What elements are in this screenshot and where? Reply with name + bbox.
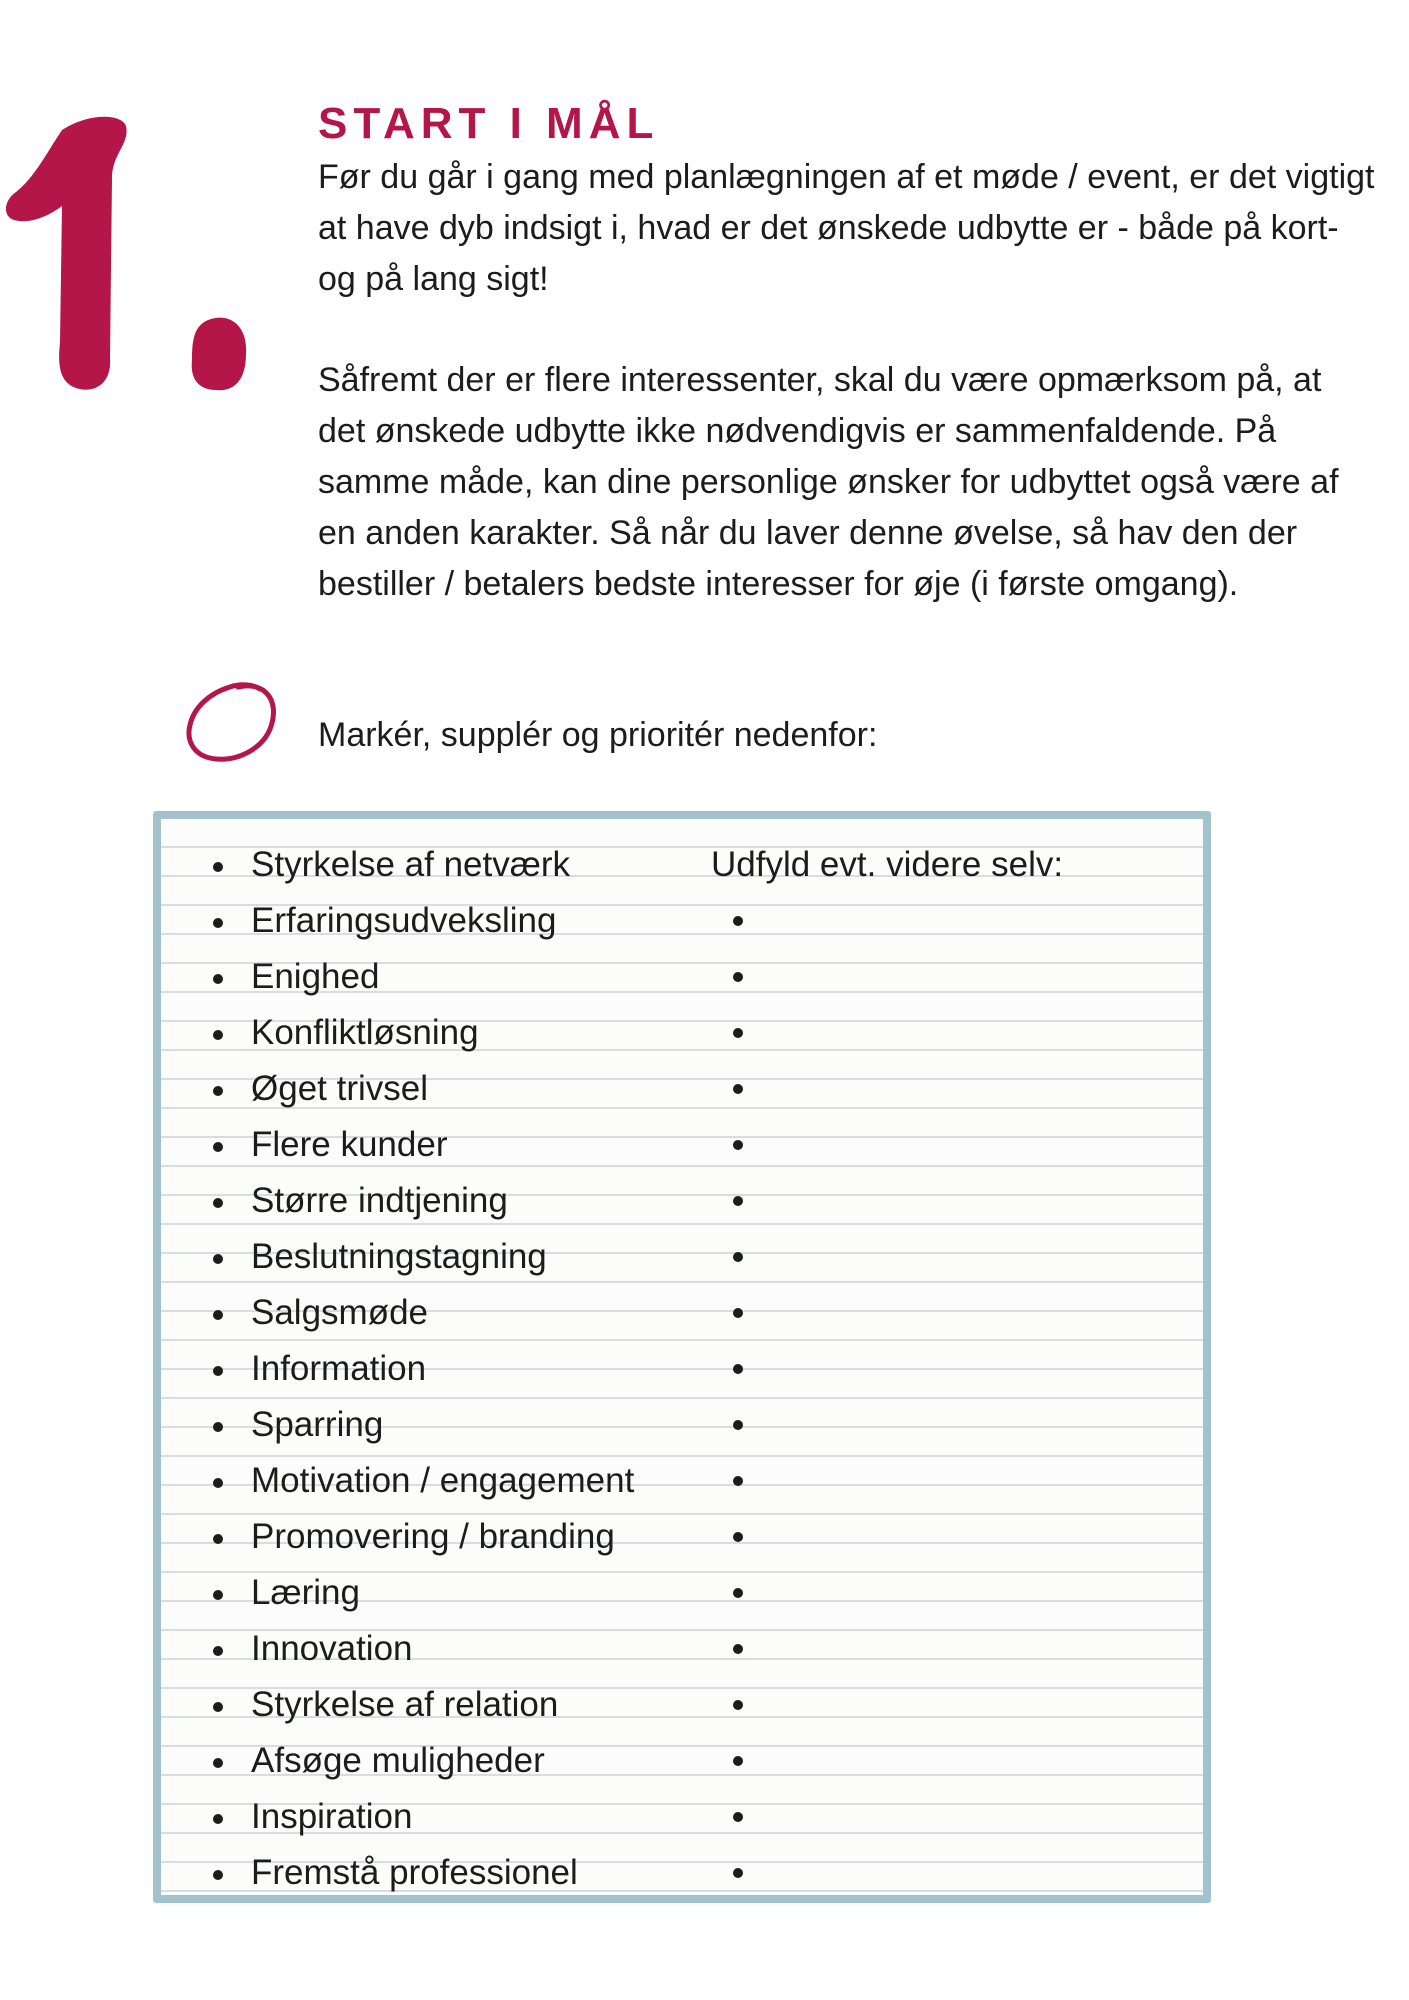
checklist-item[interactable] [213,1061,634,1117]
bullet-icon [733,972,743,982]
checklist-item[interactable] [213,1117,634,1173]
fill-in-row[interactable] [711,1733,1191,1789]
bullet-icon [733,1644,743,1654]
fill-in-row[interactable] [711,1229,1191,1285]
bullet-icon [733,916,743,926]
fill-in-row[interactable] [711,1453,1191,1509]
checklist-item[interactable] [213,1397,634,1453]
checklist-notebook [153,811,1211,1903]
checklist-item[interactable] [213,1789,634,1845]
bullet-icon [213,1254,223,1264]
bullet-icon [733,1140,743,1150]
checklist-item[interactable] [213,1285,634,1341]
bullet-icon [213,1366,223,1376]
checklist-item[interactable] [213,837,634,893]
bullet-icon [733,1532,743,1542]
fill-in-row[interactable] [711,1845,1191,1901]
intro-paragraph: Før du går i gang med planlægningen af et møde / event, er det vigtigt at have dyb indsigt i, hvad er det ønskede udbytte er - både på kort- og på lang sigt! [318,158,1375,298]
step-number-1 [0,108,260,398]
checklist-item[interactable] [213,1733,634,1789]
checklist-item-label: Promovering / branding [251,1517,615,1556]
checklist-item-label: Styrkelse af relation [251,1685,559,1724]
bullet-icon [213,1198,223,1208]
fill-in-heading: Udfyld evt. videre selv: [711,845,1064,884]
bullet-icon [733,1756,743,1766]
bullet-icon [213,974,223,984]
checklist-item-label: Erfaringsudveksling [251,901,557,940]
bullet-icon [213,1702,223,1712]
fill-in-row[interactable] [711,949,1191,1005]
fill-in-row[interactable] [711,1789,1191,1845]
bullet-icon [733,1364,743,1374]
checklist-item-label: Flere kunder [251,1125,448,1164]
bullet-icon [213,862,223,872]
checklist-item-label: Enighed [251,957,380,996]
checklist-item[interactable] [213,1341,634,1397]
bullet-icon [733,1420,743,1430]
checklist-item-label: Fremstå professionel [251,1853,578,1892]
checklist-item[interactable] [213,1173,634,1229]
bullet-icon [213,1086,223,1096]
bullet-icon [733,1868,743,1878]
bullet-icon [733,1588,743,1598]
fill-in-row[interactable] [711,1565,1191,1621]
bullet-icon [213,1030,223,1040]
bullet-icon [213,1646,223,1656]
checklist-item-label: Afsøge muligheder [251,1741,545,1780]
fill-in-column [711,837,1191,1901]
fill-in-row[interactable] [711,1285,1191,1341]
fill-in-row[interactable] [711,1173,1191,1229]
checklist-item[interactable] [213,1005,634,1061]
fill-in-row[interactable] [711,1509,1191,1565]
checklist-item[interactable] [213,949,634,1005]
fill-in-row[interactable] [711,1117,1191,1173]
bullet-icon [213,1590,223,1600]
section-title: START I MÅL [318,99,660,148]
bullet-icon [213,1870,223,1880]
bullet-icon [213,1310,223,1320]
bullet-icon [213,1478,223,1488]
fill-in-row[interactable] [711,1341,1191,1397]
checklist-item-label: Motivation / engagement [251,1461,635,1500]
instruction-text: Markér, supplér og prioritér nedenfor: [318,716,878,754]
checklist-item[interactable] [213,1677,634,1733]
checklist-item-label: Sparring [251,1405,384,1444]
checklist-item[interactable] [213,1229,634,1285]
checklist-item-label: Beslutningstagning [251,1237,547,1276]
checklist-item[interactable] [213,893,634,949]
bullet-icon [213,1534,223,1544]
checklist-item-label: Innovation [251,1629,413,1668]
fill-in-row[interactable] [711,1677,1191,1733]
bullet-icon [733,1812,743,1822]
checklist-item-label: Øget trivsel [251,1069,428,1108]
checklist-item-label: Læring [251,1573,360,1612]
checklist-item-label: Konfliktløsning [251,1013,479,1052]
fill-in-blanks [711,893,1191,1901]
checklist-item-label: Information [251,1349,427,1388]
checklist-item[interactable] [213,1621,634,1677]
note-paragraph: Såfremt der er flere interessenter, skal du være opmærksom på, at det ønskede udbytte ikke nødvendigvis er sammenfaldende. På samme måde, kan dine personlige ønsker for udbyttet også være af en anden karakter. Så når du laver denne øvelse, så hav den der bestiller / betalers bedste interesser for øje (i første omgang). [318,361,1339,603]
fill-in-row[interactable] [711,1061,1191,1117]
checklist-item-label: Større indtjening [251,1181,508,1220]
checklist-item[interactable] [213,1453,634,1509]
bullet-icon [213,1758,223,1768]
fill-in-row[interactable] [711,1397,1191,1453]
checklist-item-label: Styrkelse af netværk [251,845,570,884]
bullet-icon [733,1308,743,1318]
bullet-icon [733,1084,743,1094]
bullet-icon [733,1476,743,1486]
bullet-icon [733,1196,743,1206]
fill-in-row[interactable] [711,1621,1191,1677]
fill-in-row[interactable] [711,1005,1191,1061]
checklist-item-label: Inspiration [251,1797,413,1836]
bullet-icon [733,1028,743,1038]
bullet-icon [733,1700,743,1710]
checklist-item[interactable] [213,1565,634,1621]
bullet-icon [733,1252,743,1262]
bullet-icon [213,1142,223,1152]
bullet-icon [213,1814,223,1824]
checklist-item[interactable] [213,1509,634,1565]
bullet-icon [213,918,223,928]
checklist-item-label: Salgsmøde [251,1293,429,1332]
hand-drawn-circle-icon [180,675,282,767]
goal-checklist [213,837,634,1901]
fill-in-row[interactable] [711,893,1191,949]
checklist-item[interactable] [213,1845,634,1901]
bullet-icon [213,1422,223,1432]
